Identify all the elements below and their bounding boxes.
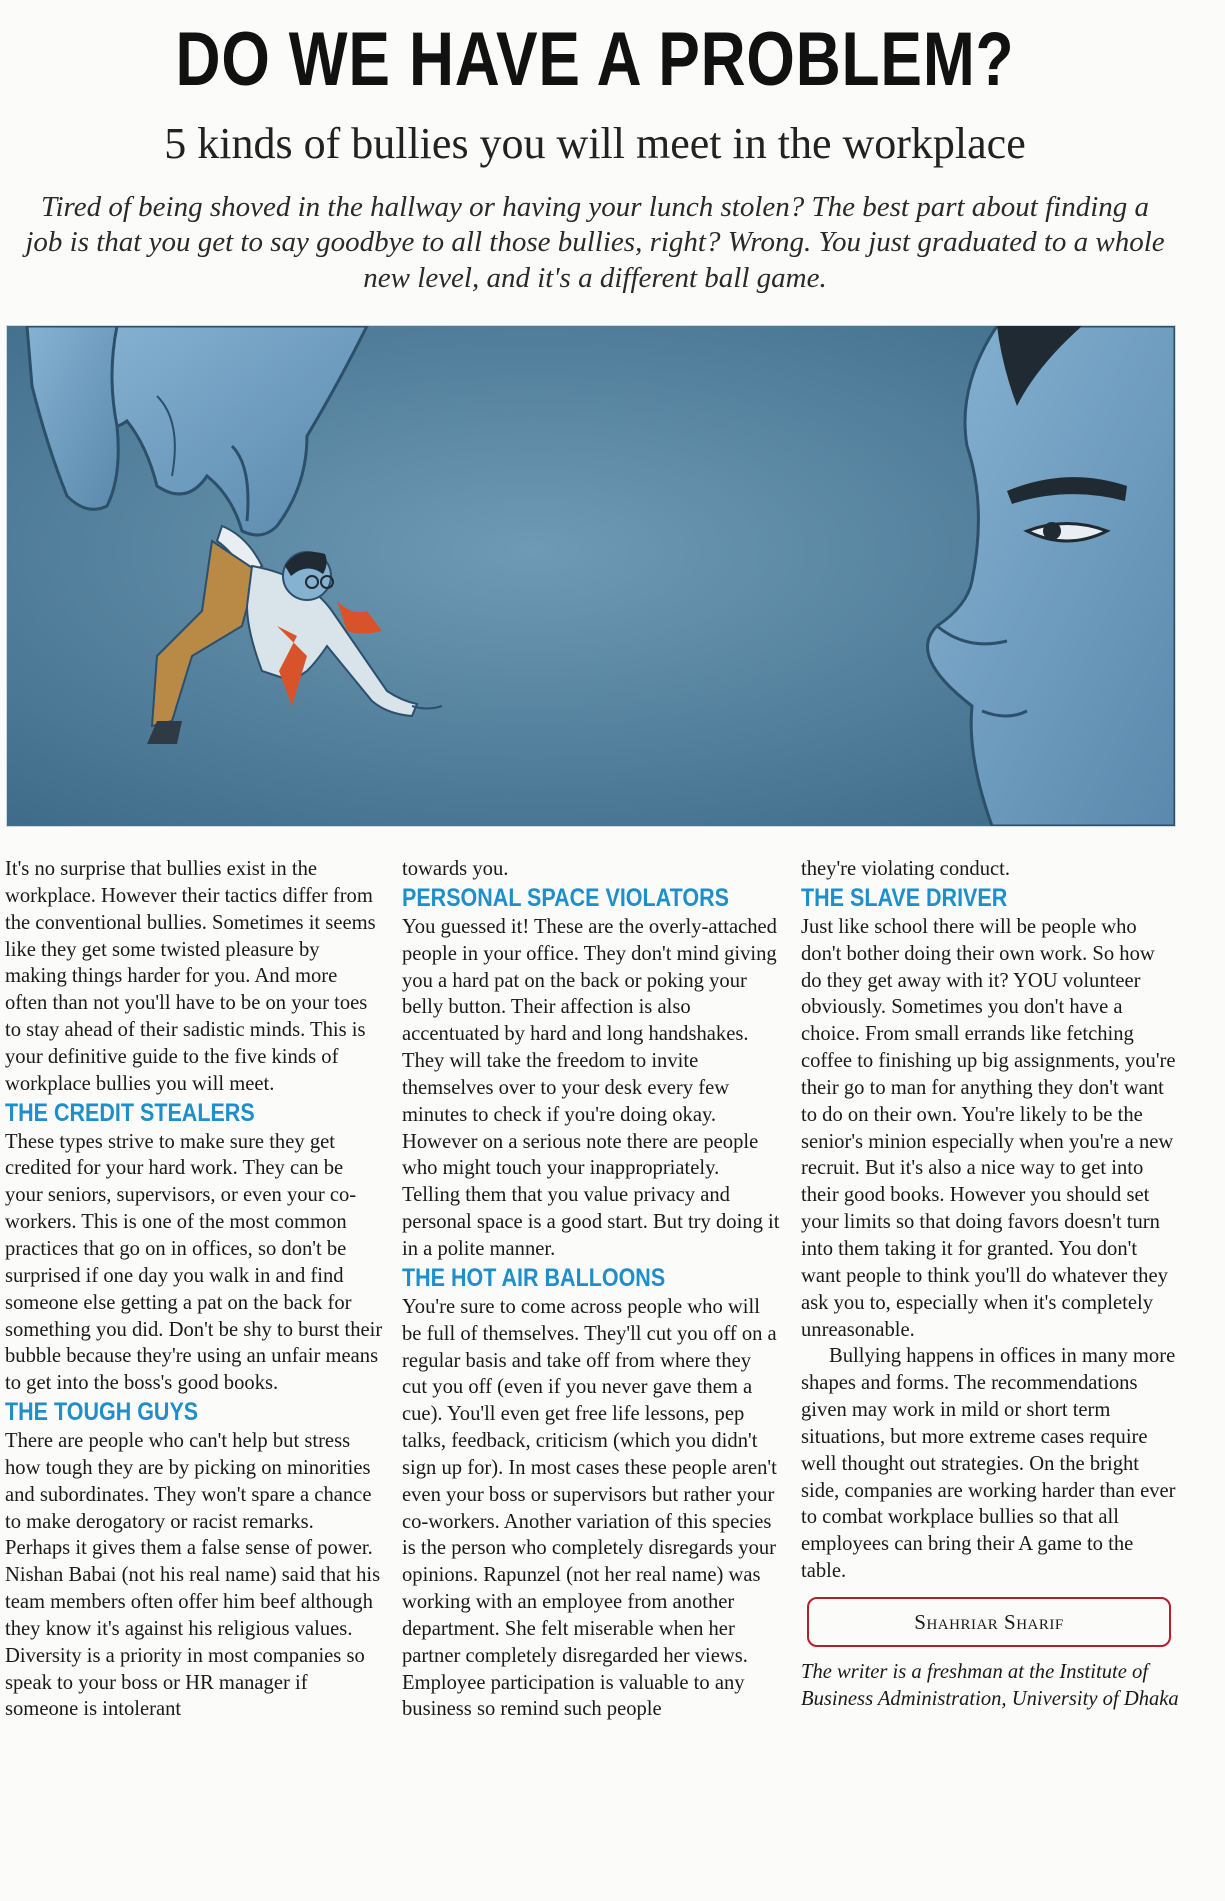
section-heading-tough-guys: THE TOUGH GUYS	[5, 1398, 199, 1427]
section-body-tough-guys: There are people who can't help but stress how tough they are by picking on minorities and subordinates. They won't spare a chance to make derogatory or racist remarks. Perhaps it gives them a false sense of power. Nishan Babai (not his real name) said that his team members often offer him beef although they know it's against his religious values. Diversity is a priority in most companies so speak to your boss or HR manager if someone is intolerant	[5, 1430, 381, 1721]
section-body-hot-air-balloons: You're sure to come across people who will be full of themselves. They'll cut you off on a regular basis and take off from where they cut you off (even if you never gave them a cue). You'll even get free life lessons, pep talks, feedback, criticism (which you didn't sign up for). In most cases these people aren't even your boss or supervisors but rather your co-workers. Another variation of this species is the person who completely disregards your opinions. Rapunzel (not her real name) was working with an employee from another department. She felt miserable when her partner completely disregarded her views. Employee participation is valuable to any business so remind such people	[402, 1295, 777, 1721]
section-heading-slave-driver: THE SLAVE DRIVER	[801, 883, 1008, 912]
standfirst: Tired of being shoved in the hallway or having your lunch stolen? The best part about finding a job is that you get to say goodbye to all those bullies, right? Wrong. You just graduated to a whole new level, and it's a different ball game.	[25, 191, 1165, 294]
intro-paragraph: It's no surprise that bullies exist in the workplace. However their tactics differ from the conventional bullies. Sometimes it seems like they get some twisted pleasure by making things harder for you. And more often than not you'll have to be on your toes to stay ahead of their sadistic minds. This is your definitive guide to the five kinds of workplace bullies you will meet.	[5, 858, 376, 1095]
section-body-slave-driver: Just like school there will be people who don't bother doing their own work. So how do they get away with it? YOU volunteer obviously. Sometimes you don't have a choice. From small errands like fetching coffee to finishing up big assignments, you're their go to man for anything they don't want to do on their own. You're likely to be the senior's minion especially when you're a new recruit. But it's also a nice way to get into their good books. However you should set your limits so that doing favors doesn't turn into them taking it for granted. You don't want people to think you'll do whatever they ask you to, especially when it's completely unreasonable.	[801, 915, 1176, 1341]
author-byline: Shahriar Sharif	[807, 1597, 1171, 1647]
section-heading-personal-space-violators: PERSONAL SPACE VIOLATORS	[402, 883, 729, 912]
article-column-2	[402, 856, 780, 1901]
author-bio: The writer is a freshman at the Institute of Business Administration, University of Dhaka	[801, 1660, 1179, 1710]
hero-illustration	[6, 325, 1176, 827]
section-heading-credit-stealers: THE CREDIT STEALERS	[5, 1098, 255, 1127]
article-column-1	[5, 856, 383, 1901]
headline: DO WE HAVE A PROBLEM?	[175, 17, 1015, 102]
article-column-3	[801, 856, 1179, 1901]
section-heading-hot-air-balloons: THE HOT AIR BALLOONS	[402, 1263, 666, 1292]
subheadline: 5 kinds of bullies you will meet in the workplace	[164, 119, 1026, 168]
section-continuation-tough-guys: towards you.	[402, 858, 509, 880]
section-continuation-hot-air-balloons: they're violating conduct.	[801, 858, 1011, 880]
conclusion-paragraph: Bullying happens in offices in many more shapes and forms. The recommendations given may work in mild or short term situations, but more extreme cases require well thought out strategies. On the bright side, companies are working harder than ever to combat workplace bullies so that all employees can bring their A game to the table.	[801, 1345, 1176, 1583]
bully-illustration	[7, 326, 1175, 826]
section-body-credit-stealers: These types strive to make sure they get credited for your hard work. They can be your seniors, supervisors, or even your co-workers. This is one of the most common practices that go on in offices, so don't be surprised if one day you walk in and find someone else getting a pat on the back for something you did. Don't be shy to burst their bubble because they're using an unfair means to get into the boss's good books.	[5, 1130, 383, 1395]
section-body-personal-space-violators: You guessed it! These are the overly-attached people in your office. They don't mind giving you a hard pat on the back or poking your belly button. Their affection is also accentuated by hard and long handshakes. They will take the freedom to invite themselves over to your desk every few minutes to check if you're doing okay. However on a serious note there are people who might touch your inappropriately. Telling them that you value privacy and personal space is a good start. But try doing it in a polite manner.	[402, 915, 780, 1260]
